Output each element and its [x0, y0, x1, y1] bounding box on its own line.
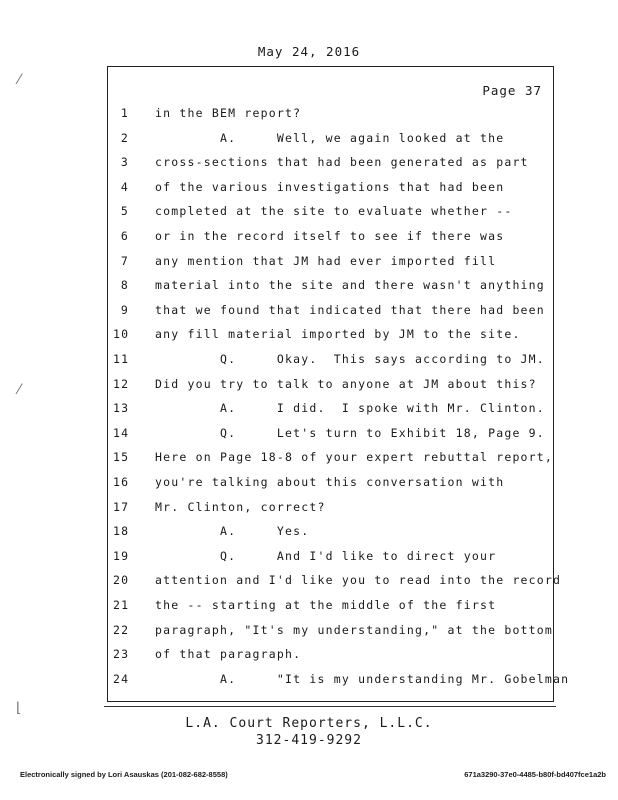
line-number: 4	[120, 179, 129, 194]
transcript-line	[113, 375, 543, 393]
transcript-line	[113, 571, 562, 589]
transcript-line	[113, 424, 543, 442]
transcript-line	[113, 227, 543, 245]
frame-bottom-rule	[104, 706, 556, 707]
line-text: Q. Let's turn to Exhibit 18, Page 9.	[155, 425, 545, 440]
transcript-line	[113, 301, 543, 319]
transcript-line	[113, 596, 543, 614]
page-number: Page 37	[482, 83, 542, 98]
line-text: any fill material imported by JM to the site.	[155, 327, 521, 342]
line-text: the -- starting at the middle of the first	[155, 598, 497, 612]
line-number: 23	[113, 647, 130, 662]
line-number: 1	[120, 106, 129, 120]
line-number: 8	[120, 278, 129, 293]
scan-mark-top: ⁄	[18, 72, 21, 88]
transcript-line	[113, 178, 543, 196]
line-number: 19	[113, 548, 130, 563]
line-number: 22	[113, 622, 130, 637]
line-text: in the BEM report?	[155, 106, 302, 120]
line-number: 7	[120, 253, 129, 268]
transcript-line	[113, 645, 543, 663]
transcript-line	[113, 153, 543, 171]
transcript-line	[113, 252, 543, 270]
transcript-line	[113, 473, 543, 491]
line-text: you're talking about this conversation with	[155, 475, 505, 489]
line-text: attention and I'd like you to read into the record	[155, 573, 562, 588]
reporter-company: L.A. Court Reporters, L.L.C.	[185, 716, 433, 731]
scan-mark-middle: ⁄	[18, 382, 21, 398]
reporter-phone: 312-419-9292	[256, 733, 362, 748]
transcript-line	[113, 276, 543, 294]
transcript-line	[113, 399, 543, 417]
line-number: 12	[113, 376, 130, 391]
line-text: A. I did. I spoke with Mr. Clinton.	[155, 401, 545, 416]
transcript-line	[113, 621, 554, 639]
line-text: material into the site and there wasn't anything	[155, 278, 545, 293]
line-text: of that paragraph.	[155, 647, 302, 662]
line-text: A. "It is my understanding Mr. Gobelman	[155, 671, 570, 686]
line-text: that we found that indicated that there had been	[155, 302, 545, 317]
transcript-date: May 24, 2016	[257, 44, 361, 59]
line-number: 14	[113, 425, 130, 440]
line-text: Q. Okay. This says according to JM.	[155, 352, 545, 366]
line-number: 24	[113, 671, 130, 686]
line-number: 21	[113, 598, 130, 612]
line-number: 6	[120, 229, 129, 243]
electronic-signature: Electronically signed by Lori Asauskas (201-082-682-8558)	[20, 770, 228, 779]
line-text: completed at the site to evaluate whether --	[155, 204, 513, 219]
line-text: or in the record itself to see if there was	[155, 229, 505, 243]
line-number: 10	[113, 327, 130, 342]
scan-mark-bottom: ⌊	[16, 700, 22, 716]
line-number: 13	[113, 401, 130, 416]
line-number: 2	[120, 130, 129, 145]
line-number: 5	[120, 204, 129, 219]
line-text: any mention that JM had ever imported fill	[155, 253, 497, 268]
transcript-line	[113, 202, 543, 220]
line-text: Q. And I'd like to direct your	[155, 548, 497, 563]
transcript-line	[113, 104, 543, 122]
line-text: cross-sections that had been generated as part	[155, 155, 529, 170]
line-text: Mr. Clinton, correct?	[155, 499, 326, 514]
document-hash: 671a3290-37e0-4485-b80f-bd407fce1a2b	[464, 770, 606, 779]
line-number: 11	[113, 352, 130, 366]
line-text: of the various investigations that had been	[155, 179, 505, 194]
transcript-line	[113, 498, 543, 516]
transcript-line	[113, 325, 543, 343]
transcript-line	[113, 129, 543, 147]
line-number: 3	[120, 155, 129, 170]
transcript-line	[113, 547, 543, 565]
line-number: 20	[113, 573, 130, 588]
line-number: 16	[113, 475, 130, 489]
line-text: A. Yes.	[155, 524, 310, 539]
line-text: Did you try to talk to anyone at JM about this?	[155, 376, 537, 391]
line-text: A. Well, we again looked at the	[155, 130, 505, 145]
line-text: Here on Page 18-8 of your expert rebuttal report,	[155, 450, 554, 465]
transcript-line	[113, 522, 543, 540]
line-number: 9	[120, 302, 129, 317]
transcript-line	[113, 350, 543, 368]
line-number: 17	[113, 499, 130, 514]
transcript-line	[113, 670, 570, 688]
line-text: paragraph, "It's my understanding," at the bottom	[155, 622, 554, 637]
transcript-line	[113, 448, 554, 466]
line-number: 15	[113, 450, 130, 465]
line-number: 18	[113, 524, 130, 539]
